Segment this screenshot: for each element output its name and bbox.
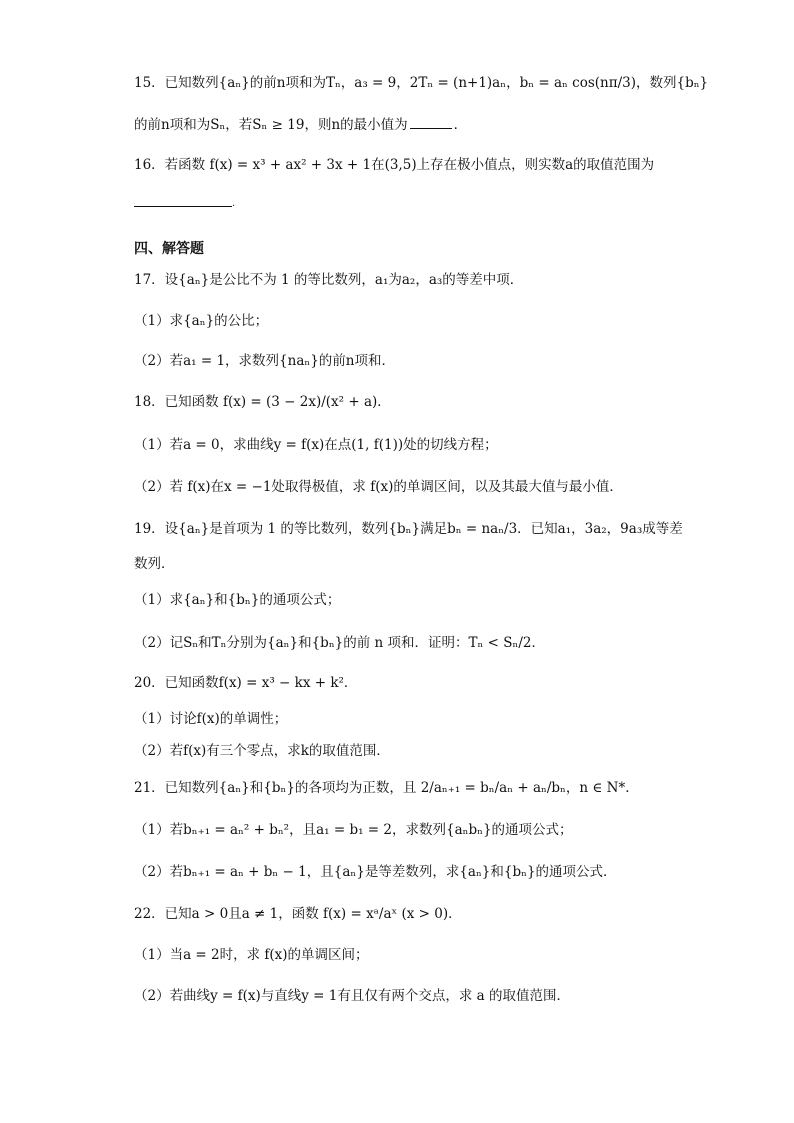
problem-15-line-2-text: 的前n项和为Sₙ，若Sₙ ≥ 19，则n的最小值为 — [134, 117, 408, 133]
problem-15-line-2 — [134, 115, 467, 135]
problem-18-stem: 18．已知函数 f(x) = (3 − 2x)/(x² + a)． — [134, 394, 391, 410]
problem-21-q2: （2）若bₙ₊₁ = aₙ + bₙ − 1，且{aₙ}是等差数列，求{aₙ}和{bₙ}的通项公式． — [134, 864, 617, 880]
answer-blank-15[interactable] — [410, 116, 452, 129]
problem-15-line-1: 15．已知数列{aₙ}的前n项和为Tₙ，a₃ = 9，2Tₙ = (n+1)aₙ，bₙ = aₙ cos(nπ/3)，数列{bₙ} — [134, 75, 709, 91]
problem-17-q2: （2）若a₁ = 1，求数列{naₙ}的前n项和． — [134, 353, 395, 369]
problem-17-q1: （1）求{aₙ}的公比； — [134, 313, 269, 329]
problem-20-q2: （2）若f(x)有三个零点，求k的取值范围． — [134, 743, 390, 759]
problem-21-q1: （1）若bₙ₊₁ = aₙ² + bₙ²，且a₁ = b₁ = 2，求数列{aₙbₙ}的通项公式； — [134, 822, 573, 838]
problem-18-q1: （1）若a = 0，求曲线y = f(x)在点(1, f(1))处的切线方程； — [134, 437, 498, 453]
problem-19-stem-1: 19．设{aₙ}是首项为 1 的等比数列，数列{bₙ}满足bₙ = naₙ/3．已知a₁，3a₂，9a₃成等差 — [134, 521, 683, 537]
problem-22-q2: （2）若曲线y = f(x)与直线y = 1有且仅有两个交点，求 a 的取值范围． — [134, 988, 570, 1004]
problem-20-q1: （1）讨论f(x)的单调性； — [134, 711, 288, 727]
problem-22-q1: （1）当a = 2时，求 f(x)的单调区间； — [134, 947, 369, 963]
problem-15-line-2-end: ． — [453, 117, 468, 133]
problem-17-stem: 17．设{aₙ}是公比不为 1 的等比数列，a₁为a₂，a₃的等差中项． — [134, 272, 524, 288]
problem-19-q1: （1）求{aₙ}和{bₙ}的通项公式； — [134, 592, 341, 608]
problem-22-stem: 22．已知a > 0且a ≠ 1，函数 f(x) = xᵃ/aˣ (x > 0)． — [134, 906, 462, 922]
problem-18-q2: （2）若 f(x)在x = −1处取得极值，求 f(x)的单调区间，以及其最大值与最小值． — [134, 479, 623, 495]
problem-16-line-2-end: . — [232, 198, 236, 209]
problem-19-stem-2: 数列． — [134, 556, 175, 572]
problem-21-stem: 21．已知数列{aₙ}和{bₙ}的各项均为正数，且 2/aₙ₊₁ = bₙ/aₙ + aₙ/bₙ，n ∈ N*． — [134, 780, 639, 796]
problem-19-q2: （2）记Sₙ和Tₙ分别为{aₙ}和{bₙ}的前 n 项和．证明：Tₙ < Sₙ/2． — [134, 635, 545, 651]
answer-blank-16[interactable] — [134, 198, 232, 207]
section-heading: 四、解答题 — [134, 241, 204, 257]
problem-16-line-1: 16．若函数 f(x) = x³ + ax² + 3x + 1在(3,5)上存在极小值点，则实数a的取值范围为 — [134, 157, 655, 173]
problem-20-stem: 20．已知函数f(x) = x³ − kx + k²． — [134, 675, 358, 691]
